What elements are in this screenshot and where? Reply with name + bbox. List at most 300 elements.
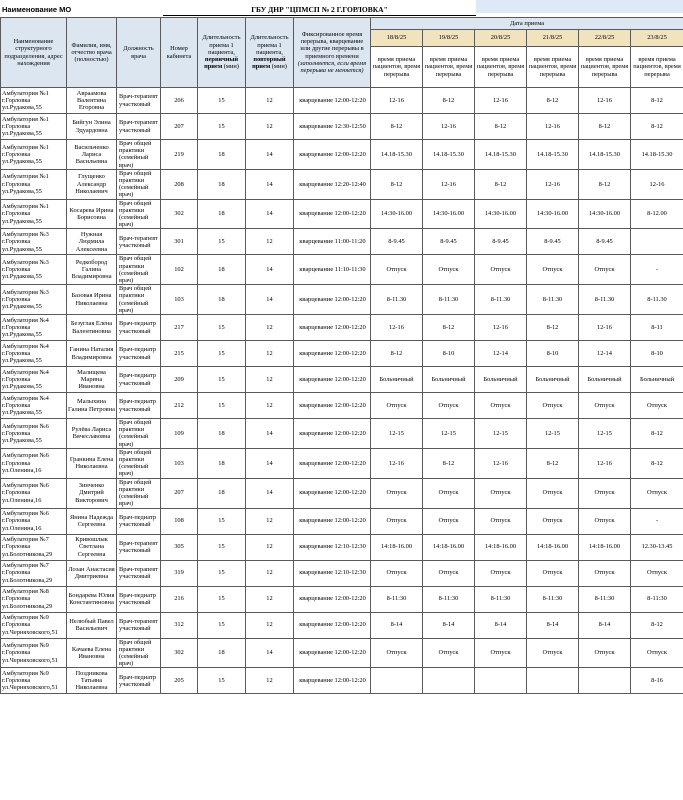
table-row <box>1 341 683 367</box>
subdivision-cell: Амбулатория №4 г.Горловка ул.Рудакова,55 <box>1 315 67 341</box>
slot-cell: 8-12 <box>475 169 527 199</box>
table-row <box>1 88 683 114</box>
subdivision-cell: Амбулатория №6 г.Горловка ул.Оленина,16 <box>1 478 67 508</box>
slot-cell: Отпуск <box>631 478 683 508</box>
slot-cell: 8-11:30 <box>475 586 527 612</box>
doctor-cell: Нелюбый Павел Васильевич <box>67 612 117 638</box>
slot-cell: Отпуск <box>631 638 683 668</box>
slot-cell: 14.18-15.30 <box>631 140 683 170</box>
room-cell: 109 <box>161 419 198 449</box>
slot-cell: 14.18-15.30 <box>475 140 527 170</box>
fixed-break-cell: кварцевание 12:00-12:20 <box>294 612 371 638</box>
repeat-duration-cell: 12 <box>246 229 294 255</box>
slot-cell: 12-15 <box>527 419 579 449</box>
primary-duration-cell: 18 <box>198 419 246 449</box>
primary-duration-cell: 18 <box>198 169 246 199</box>
repeat-duration-cell: 14 <box>246 140 294 170</box>
slot-cell: 8-9.45 <box>527 229 579 255</box>
slot-cell: 12-16 <box>371 448 423 478</box>
slot-cell: - <box>631 255 683 285</box>
position-cell: Врач-терапевт участковый <box>117 229 161 255</box>
schedule-table <box>0 17 683 694</box>
primary-duration-cell: 15 <box>198 88 246 114</box>
slot-cell: 14.18-15.30 <box>423 140 475 170</box>
slot-cell: 14.18-15.30 <box>371 140 423 170</box>
position-cell: Врач общей практики (семейный врач) <box>117 285 161 315</box>
slot-cell: 14:18-16.00 <box>527 534 579 560</box>
slot-cell: 8-12 <box>631 419 683 449</box>
position-cell: Врач-педиатр участковый <box>117 341 161 367</box>
slot-cell: 14:18-16.00 <box>423 534 475 560</box>
doctor-cell: Рулёва Лариса Вячеславовна <box>67 419 117 449</box>
slot-cell: Отпуск <box>423 478 475 508</box>
slot-cell: 8-9.45 <box>579 229 631 255</box>
primary-duration-cell: 15 <box>198 114 246 140</box>
table-row <box>1 114 683 140</box>
slot-cell: 12-16 <box>423 169 475 199</box>
slot-cell: 12-15 <box>423 419 475 449</box>
primary-duration-cell: 15 <box>198 534 246 560</box>
room-cell: 212 <box>161 393 198 419</box>
position-cell: Врач общей практики (семейный врач) <box>117 255 161 285</box>
repeat-duration-cell: 14 <box>246 285 294 315</box>
position-cell: Врач-терапевт участковый <box>117 88 161 114</box>
fixed-break-cell: кварцевание 12:30-12:50 <box>294 114 371 140</box>
subdivision-cell: Амбулатория №3 г.Горловка ул.Рудакова,55 <box>1 229 67 255</box>
slot-cell: 8-11.30 <box>527 285 579 315</box>
table-row <box>1 612 683 638</box>
slot-cell: Отпуск <box>475 508 527 534</box>
slot-cell: 8-12 <box>579 169 631 199</box>
doctor-cell: Малищева Марина Ивановна <box>67 367 117 393</box>
table-row <box>1 393 683 419</box>
slot-cell: Отпуск <box>423 508 475 534</box>
slot-cell: 8-14 <box>579 612 631 638</box>
room-cell: 219 <box>161 140 198 170</box>
room-cell: 215 <box>161 341 198 367</box>
repeat-duration-cell: 12 <box>246 612 294 638</box>
subdivision-cell: Амбулатория №1 г.Горловка ул.Рудакова,55 <box>1 199 67 229</box>
subdivision-cell: Амбулатория №9 г.Горловка ул.Черняховского,51 <box>1 668 67 694</box>
slot-cell: Отпуск <box>579 560 631 586</box>
fixed-break-cell: кварцевание 12:00-12:20 <box>294 638 371 668</box>
repeat-duration-cell: 12 <box>246 367 294 393</box>
slot-cell: Отпуск <box>579 393 631 419</box>
slot-cell: 14:30-16.00 <box>527 199 579 229</box>
position-cell: Врач-педиатр участковый <box>117 393 161 419</box>
fixed-break-cell: кварцевание 12:00-12:20 <box>294 315 371 341</box>
slot-cell: 8-11.30 <box>371 285 423 315</box>
room-cell: 103 <box>161 285 198 315</box>
slot-cell: 12-16 <box>527 169 579 199</box>
slot-cell: Больничный <box>475 367 527 393</box>
slot-cell: Отпуск <box>423 560 475 586</box>
slot-cell: - <box>631 508 683 534</box>
col-header-primary: Длительность приема 1 пациента, первичный прием (мин) <box>198 18 246 88</box>
slot-cell: 14:18-16.00 <box>371 534 423 560</box>
repeat-duration-cell: 12 <box>246 668 294 694</box>
slot-cell: 12-14 <box>475 341 527 367</box>
slot-cell: 8-14 <box>371 612 423 638</box>
slot-cell: 12-16 <box>579 315 631 341</box>
slot-subheader: время приема пациентов, время перерыва <box>423 47 475 88</box>
slot-cell: 8-12 <box>527 448 579 478</box>
slot-cell <box>475 668 527 694</box>
repeat-duration-cell: 14 <box>246 419 294 449</box>
primary-duration-cell: 18 <box>198 140 246 170</box>
header-band <box>476 0 683 13</box>
slot-subheader: время приема пациентов, время перерыва <box>371 47 423 88</box>
slot-cell: 14:18-16.00 <box>475 534 527 560</box>
slot-cell: 12.30-13.45 <box>631 534 683 560</box>
room-cell: 302 <box>161 199 198 229</box>
subdivision-cell: Амбулатория №1 г.Горловка ул.Рудакова,55 <box>1 114 67 140</box>
table-row <box>1 478 683 508</box>
subdivision-cell: Амбулатория №4 г.Горловка ул.Рудакова,55 <box>1 341 67 367</box>
fixed-break-cell: кварцевание 12:00-12:20 <box>294 478 371 508</box>
position-cell: Врач-педиатр участковый <box>117 586 161 612</box>
slot-cell: Отпуск <box>371 560 423 586</box>
table-row <box>1 169 683 199</box>
primary-duration-cell: 15 <box>198 341 246 367</box>
slot-cell: Отпуск <box>579 478 631 508</box>
table-row <box>1 586 683 612</box>
repeat-duration-cell: 14 <box>246 638 294 668</box>
doctor-cell: Гранкина Елена Николаевна <box>67 448 117 478</box>
slot-cell: 14:18-16.00 <box>579 534 631 560</box>
fixed-break-cell: кварцевание 12:10-12:30 <box>294 560 371 586</box>
slot-cell: Отпуск <box>371 393 423 419</box>
slot-cell: 14:30-16.00 <box>423 199 475 229</box>
slot-cell: Отпуск <box>527 638 579 668</box>
slot-cell: 8-11.30 <box>475 285 527 315</box>
subdivision-cell: Амбулатория №4 г.Горловка ул.Рудакова,55 <box>1 367 67 393</box>
room-cell: 207 <box>161 114 198 140</box>
position-cell: Врач-терапевт участковый <box>117 560 161 586</box>
primary-duration-cell: 15 <box>198 367 246 393</box>
repeat-duration-cell: 12 <box>246 586 294 612</box>
slot-cell: 8-14 <box>527 612 579 638</box>
slot-cell: Больничный <box>631 367 683 393</box>
slot-cell: 8-16 <box>631 668 683 694</box>
slot-cell: 12-16 <box>579 88 631 114</box>
primary-duration-cell: 18 <box>198 255 246 285</box>
slot-cell: Отпуск <box>475 638 527 668</box>
position-cell: Врач общей практики (семейный врач) <box>117 140 161 170</box>
room-cell: 305 <box>161 534 198 560</box>
slot-cell: 12-16 <box>371 315 423 341</box>
doctor-cell: Нужная Людмила Алексеевна <box>67 229 117 255</box>
slot-cell: 12-16 <box>423 114 475 140</box>
slot-cell: Отпуск <box>579 508 631 534</box>
position-cell: Врач-терапевт участковый <box>117 534 161 560</box>
position-cell: Врач общей практики (семейный врач) <box>117 419 161 449</box>
table-row <box>1 229 683 255</box>
slot-cell <box>631 229 683 255</box>
slot-cell: 12-16 <box>631 169 683 199</box>
slot-cell: 14.18-15.30 <box>527 140 579 170</box>
slot-cell: 8-11:30 <box>527 586 579 612</box>
slot-cell: 8-9.45 <box>475 229 527 255</box>
slot-cell <box>371 668 423 694</box>
col-header-doctor: Фамилия, имя, отчество врача (полностью) <box>67 18 117 88</box>
slot-cell: Отпуск <box>423 393 475 419</box>
slot-cell: Больничный <box>423 367 475 393</box>
slot-cell: 12-15 <box>475 419 527 449</box>
slot-cell: Отпуск <box>371 638 423 668</box>
slot-cell: 12-16 <box>579 448 631 478</box>
organization-name: ГБУ ДНР "ЦПМСП № 2 Г.ГОРЛОВКА" <box>163 5 476 16</box>
slot-cell: Отпуск <box>579 255 631 285</box>
doctor-cell: Кривошлык Светлана Сергеевна <box>67 534 117 560</box>
slot-cell: 8-9.45 <box>423 229 475 255</box>
table-head <box>1 18 683 88</box>
slot-cell: 8-9.45 <box>371 229 423 255</box>
slot-subheader: время приема пациентов, время перерыва <box>579 47 631 88</box>
position-cell: Врач-педиатр участковый <box>117 367 161 393</box>
room-cell: 319 <box>161 560 198 586</box>
date-header-4: 22/8/25 <box>579 30 631 47</box>
table-body <box>1 88 683 694</box>
slot-subheader: время приема пациентов, время перерыва <box>631 47 683 88</box>
doctor-cell: Зинченко Дмитрий Викторович <box>67 478 117 508</box>
table-row <box>1 508 683 534</box>
slot-cell: 8-10 <box>527 341 579 367</box>
date-header-2: 20/8/25 <box>475 30 527 47</box>
doctor-cell: Авраамова Валентина Егоровна <box>67 88 117 114</box>
slot-cell: 8-12 <box>631 448 683 478</box>
room-cell: 312 <box>161 612 198 638</box>
slot-cell: 12-16 <box>475 315 527 341</box>
subdivision-cell: Амбулатория №3 г.Горловка ул.Рудакова,55 <box>1 285 67 315</box>
slot-cell: 8-11:30 <box>579 586 631 612</box>
slot-cell: 12-16 <box>371 88 423 114</box>
subdivision-cell: Амбулатория №4 г.Горловка ул.Рудакова,55 <box>1 393 67 419</box>
table-row <box>1 419 683 449</box>
date-header-5: 23/8/25 <box>631 30 683 47</box>
slot-cell: Отпуск <box>371 478 423 508</box>
room-cell: 206 <box>161 88 198 114</box>
fixed-break-cell: кварцевание 11:00-11:20 <box>294 229 371 255</box>
room-cell: 103 <box>161 448 198 478</box>
slot-cell: 12-16 <box>475 88 527 114</box>
col-header-subdivision: Наименование структурного подразделения, адрес нахождения <box>1 18 67 88</box>
room-cell: 205 <box>161 668 198 694</box>
col-header-fixed-break: Фиксированное время перерыва, кварцевание или другие перерывы в приемного времени (заполняется, если время перерыва не меняется) <box>294 18 371 88</box>
fixed-break-cell: кварцевание 12:20-12:40 <box>294 169 371 199</box>
fixed-break-cell: кварцевание 12:00-12:20 <box>294 586 371 612</box>
slot-cell: 8-10 <box>631 341 683 367</box>
slot-cell: 8-12 <box>475 114 527 140</box>
slot-cell: Больничный <box>579 367 631 393</box>
table-row <box>1 285 683 315</box>
slot-cell: Больничный <box>371 367 423 393</box>
slot-cell: 14:30-16.00 <box>475 199 527 229</box>
slot-cell: 8-12 <box>371 114 423 140</box>
slot-cell: 8-12 <box>631 88 683 114</box>
repeat-duration-cell: 12 <box>246 393 294 419</box>
fixed-break-cell: кварцевание 12:10-12:30 <box>294 534 371 560</box>
slot-cell: 8-12 <box>527 88 579 114</box>
repeat-duration-cell: 12 <box>246 534 294 560</box>
slot-cell: 12-15 <box>371 419 423 449</box>
slot-cell: 8-11.30 <box>579 285 631 315</box>
doctor-cell: Качаева Елена Ивановна <box>67 638 117 668</box>
repeat-duration-cell: 12 <box>246 341 294 367</box>
fixed-break-cell: кварцевание 12:00-12:20 <box>294 140 371 170</box>
fixed-break-cell: кварцевание 12:00-12:20 <box>294 285 371 315</box>
room-cell: 302 <box>161 638 198 668</box>
slot-cell: 14:30-16.00 <box>371 199 423 229</box>
doctor-cell: Ганина Наталия Владимировна <box>67 341 117 367</box>
slot-cell: 8-11.30 <box>631 285 683 315</box>
primary-duration-cell: 18 <box>198 285 246 315</box>
room-cell: 216 <box>161 586 198 612</box>
doctor-cell: Малыхина Галина Петровна <box>67 393 117 419</box>
date-header-0: 18/8/25 <box>371 30 423 47</box>
slot-cell: Отпуск <box>527 508 579 534</box>
table-row <box>1 367 683 393</box>
room-cell: 209 <box>161 367 198 393</box>
slot-cell: Отпуск <box>527 478 579 508</box>
repeat-duration-cell: 12 <box>246 114 294 140</box>
primary-duration-cell: 15 <box>198 560 246 586</box>
repeat-duration-cell: 14 <box>246 255 294 285</box>
slot-cell: Отпуск <box>423 255 475 285</box>
slot-cell <box>423 668 475 694</box>
mo-label: Наименование МО <box>2 5 72 14</box>
slot-cell: 8-10 <box>423 341 475 367</box>
slot-cell: 8-12 <box>527 315 579 341</box>
primary-duration-cell: 15 <box>198 393 246 419</box>
doctor-cell: Безуглая Елена Валентиновна <box>67 315 117 341</box>
fixed-break-cell: кварцевание 12:00-12:20 <box>294 419 371 449</box>
doctor-cell: Васильченко Лариса Васильевна <box>67 140 117 170</box>
primary-duration-cell: 15 <box>198 612 246 638</box>
fixed-break-cell: кварцевание 12:00-12:20 <box>294 367 371 393</box>
subdivision-cell: Амбулатория №6 г.Горловка ул.Оленина,16 <box>1 508 67 534</box>
slot-cell: 8-12.00 <box>631 199 683 229</box>
slot-cell: 8-11:30 <box>371 586 423 612</box>
doctor-cell: Базовая Ирина Николаевна <box>67 285 117 315</box>
slot-cell: Отпуск <box>527 255 579 285</box>
slot-cell: 8-12 <box>371 169 423 199</box>
slot-cell: Отпуск <box>631 393 683 419</box>
slot-cell: 14.18-15.30 <box>579 140 631 170</box>
slot-subheader: время приема пациентов, время перерыва <box>475 47 527 88</box>
repeat-duration-cell: 14 <box>246 478 294 508</box>
slot-cell: 12-15 <box>579 419 631 449</box>
fixed-break-cell: кварцевание 12:00-12:20 <box>294 508 371 534</box>
slot-cell: 12-16 <box>475 448 527 478</box>
slot-cell: Отпуск <box>371 255 423 285</box>
position-cell: Врач-педиатр участковый <box>117 508 161 534</box>
primary-duration-cell: 15 <box>198 508 246 534</box>
fixed-break-cell: кварцевание 12:00-12:20 <box>294 448 371 478</box>
subdivision-cell: Амбулатория №7 г.Горловка ул.Болотникова,29 <box>1 534 67 560</box>
slot-cell: Отпуск <box>423 638 475 668</box>
fixed-break-cell: кварцевание 12:00-12:20 <box>294 88 371 114</box>
slot-cell <box>579 668 631 694</box>
subdivision-cell: Амбулатория №1 г.Горловка ул.Рудакова,55 <box>1 88 67 114</box>
position-cell: Врач-терапевт участковый <box>117 612 161 638</box>
room-cell: 301 <box>161 229 198 255</box>
slot-cell: Отпуск <box>527 393 579 419</box>
slot-cell: Отпуск <box>527 560 579 586</box>
slot-cell: Отпуск <box>475 560 527 586</box>
subdivision-cell: Амбулатория №8 г.Горловка ул.Болотникова,29 <box>1 586 67 612</box>
subdivision-cell: Амбулатория №1 г.Горловка ул.Рудакова,55 <box>1 140 67 170</box>
primary-duration-cell: 18 <box>198 638 246 668</box>
position-cell: Врач общей практики (семейный врач) <box>117 478 161 508</box>
doctor-cell: Янина Надежда Сергеевна <box>67 508 117 534</box>
slot-cell: 8-11:30 <box>631 586 683 612</box>
fixed-break-cell: кварцевание 12:00-12:20 <box>294 199 371 229</box>
subdivision-cell: Амбулатория №6 г.Горловка ул.Оленина,16 <box>1 448 67 478</box>
primary-duration-cell: 15 <box>198 586 246 612</box>
date-header-3: 21/8/25 <box>527 30 579 47</box>
table-row <box>1 668 683 694</box>
slot-cell: Отпуск <box>475 255 527 285</box>
room-cell: 217 <box>161 315 198 341</box>
fixed-break-cell: кварцевание 12:00-12:20 <box>294 668 371 694</box>
repeat-duration-cell: 12 <box>246 560 294 586</box>
room-cell: 108 <box>161 508 198 534</box>
doctor-cell: Бийгун Элина Эдуардовна <box>67 114 117 140</box>
slot-cell <box>527 668 579 694</box>
doctor-cell: Глущенко Александр Николаевич <box>67 169 117 199</box>
position-cell: Врач общей практики (семейный врач) <box>117 638 161 668</box>
slot-cell: 12-14 <box>579 341 631 367</box>
position-cell: Врач общей практики (семейный врач) <box>117 169 161 199</box>
repeat-duration-cell: 14 <box>246 199 294 229</box>
table-row <box>1 199 683 229</box>
subdivision-cell: Амбулатория №6 г.Горловка ул.Рудакова,55 <box>1 419 67 449</box>
slot-cell: 8-12 <box>371 341 423 367</box>
slot-cell: 8-12 <box>423 88 475 114</box>
position-cell: Врач общей практики (семейный врач) <box>117 199 161 229</box>
doctor-cell: Поздникова Татьяна Николаевна <box>67 668 117 694</box>
slot-cell: Отпуск <box>475 393 527 419</box>
repeat-duration-cell: 12 <box>246 508 294 534</box>
col-header-date-group: Дата приема <box>371 18 683 30</box>
table-row <box>1 255 683 285</box>
slot-cell: Отпуск <box>371 508 423 534</box>
position-cell: Врач общей практики (семейный врач) <box>117 448 161 478</box>
doctor-cell: Бондарева Юлия Константиновна <box>67 586 117 612</box>
repeat-duration-cell: 14 <box>246 169 294 199</box>
subdivision-cell: Амбулатория №9 г.Горловка ул.Черняховского,51 <box>1 612 67 638</box>
subdivision-cell: Амбулатория №1 г.Горловка ул.Рудакова,55 <box>1 169 67 199</box>
table-row <box>1 560 683 586</box>
repeat-duration-cell: 14 <box>246 448 294 478</box>
slot-cell: 8-11 <box>631 315 683 341</box>
doctor-cell: Лозан Анастасия Дмитриевна <box>67 560 117 586</box>
primary-duration-cell: 18 <box>198 448 246 478</box>
date-header-1: 19/8/25 <box>423 30 475 47</box>
slot-cell: Отпуск <box>579 638 631 668</box>
slot-cell: 12-16 <box>527 114 579 140</box>
slot-subheader: время приема пациентов, время перерыва <box>527 47 579 88</box>
slot-cell: 14:30-16.00 <box>579 199 631 229</box>
fixed-break-cell: кварцевание 12:00-12:20 <box>294 393 371 419</box>
fixed-break-cell: кварцевание 11:10-11:30 <box>294 255 371 285</box>
doctor-cell: Косарева Ирина Борисовна <box>67 199 117 229</box>
primary-duration-cell: 15 <box>198 229 246 255</box>
table-row <box>1 448 683 478</box>
col-header-room: Номер кабинета <box>161 18 198 88</box>
table-row <box>1 534 683 560</box>
